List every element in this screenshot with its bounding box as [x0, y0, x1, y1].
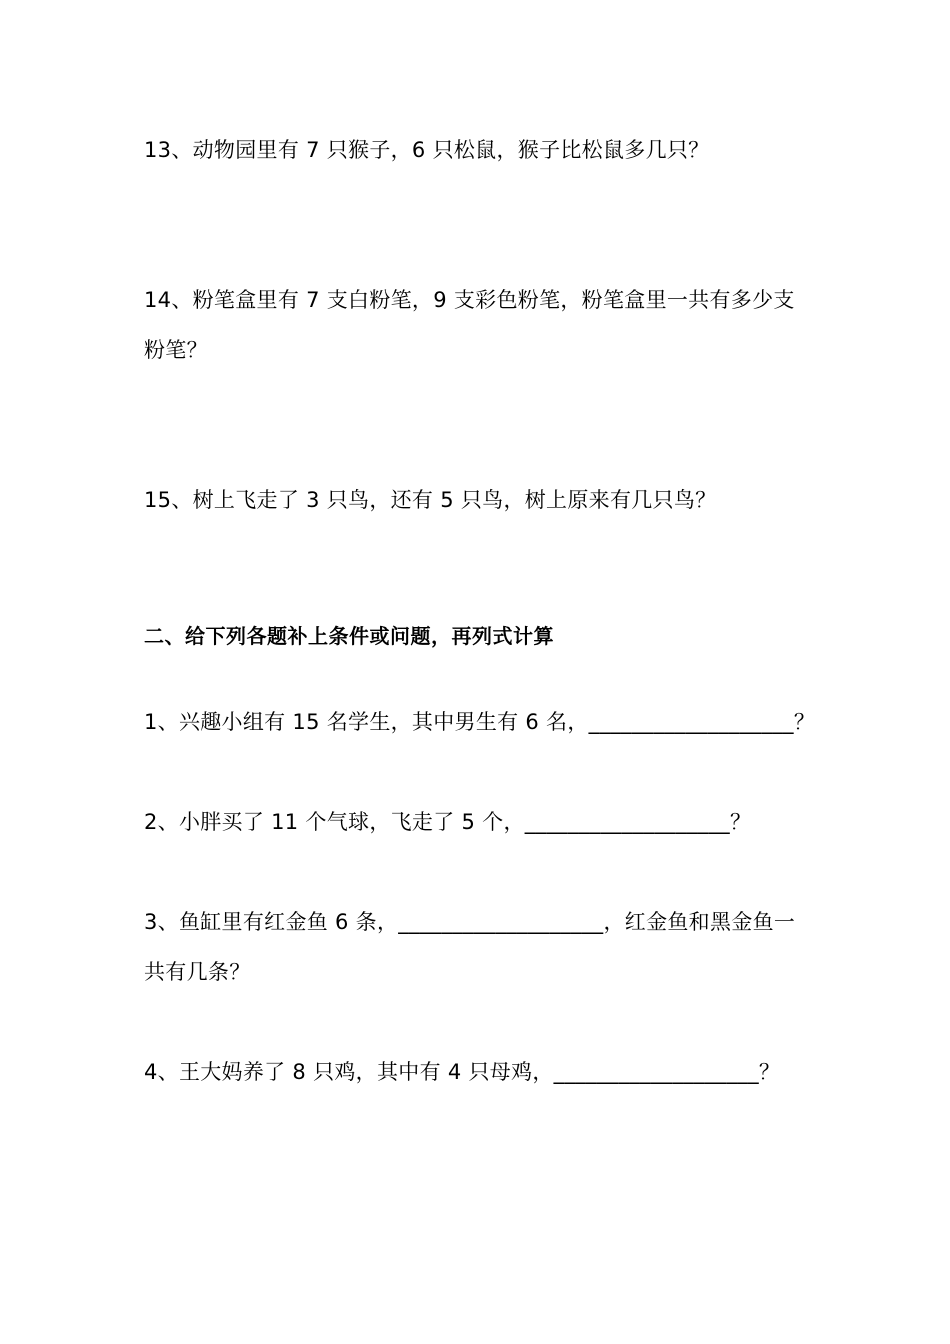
- section-2-item-2: 2、小胖买了 11 个气球，飞走了 5 个，___________________？: [144, 810, 752, 834]
- question-13: 13、动物园里有 7 只猴子，6 只松鼠，猴子比松鼠多几只？: [144, 138, 710, 162]
- section-2-item-3-line-1: 3、鱼缸里有红金鱼 6 条，___________________，红金鱼和黑金鱼一: [144, 910, 796, 934]
- section-2-item-3-line-2: 共有几条？: [144, 960, 251, 984]
- section-2-heading: 二、给下列各题补上条件或问题，再列式计算: [144, 624, 554, 648]
- question-14-line-1: 14、粉笔盒里有 7 支白粉笔，9 支彩色粉笔，粉笔盒里一共有多少支: [144, 288, 795, 312]
- question-14-line-2: 粉笔？: [144, 338, 208, 362]
- section-2-item-1: 1、兴趣小组有 15 名学生，其中男生有 6 名，___________________？: [144, 710, 816, 734]
- question-15: 15、树上飞走了 3 只鸟，还有 5 只鸟，树上原来有几只鸟？: [144, 488, 717, 512]
- section-2-item-4: 4、王大妈养了 8 只鸡，其中有 4 只母鸡，___________________？: [144, 1060, 781, 1084]
